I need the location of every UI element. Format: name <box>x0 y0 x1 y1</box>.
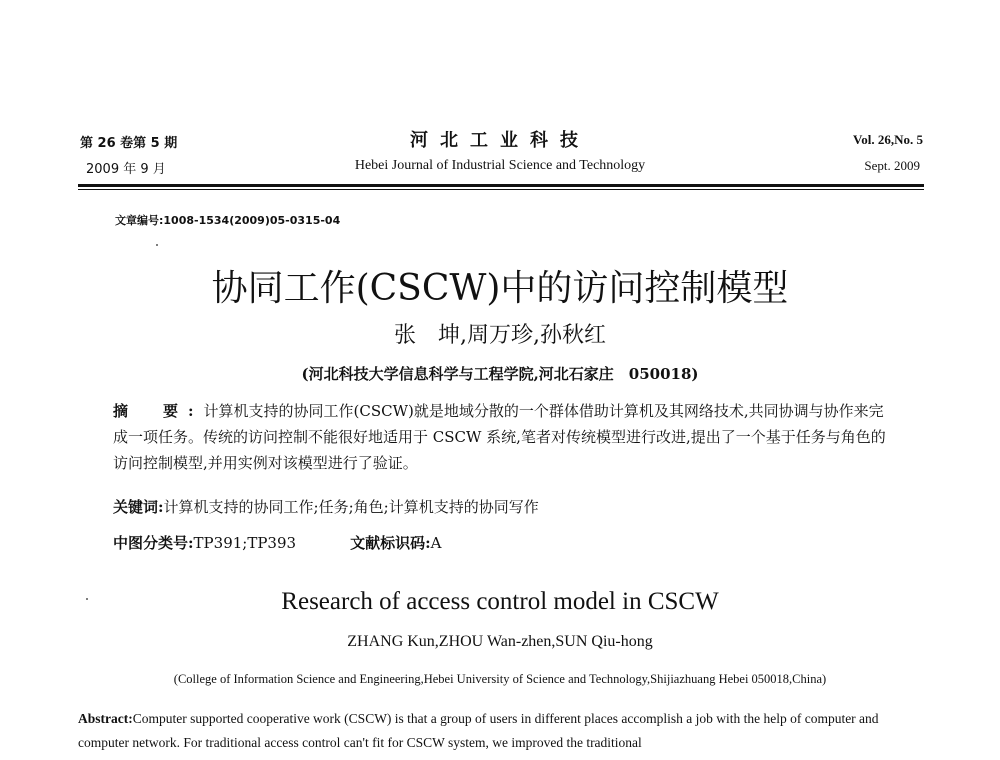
paper-title-cn: 协同工作(CSCW)中的访问控制模型 <box>211 268 789 309</box>
date-cn: 2009 年 9 月 <box>86 162 166 177</box>
header-rule-thin <box>78 189 924 190</box>
authors-en: ZHANG Kun,ZHOU Wan-zhen,SUN Qiu-hong <box>347 633 653 650</box>
clc-label: 中图分类号: <box>113 534 194 552</box>
clc-value: TP391;TP393 <box>193 534 297 552</box>
classification-line <box>113 532 441 553</box>
keywords-cn-text: 计算机支持的协同工作;任务;角色;计算机支持的协同写作 <box>163 498 539 516</box>
journal-name-cn: 河北工业科技 <box>410 130 590 151</box>
scan-speck <box>86 598 88 600</box>
abstract-en-text: Computer supported cooperative work (CSCW) is that a group of users in different places accomplish a job with the help of computer and computer network. For traditional access control can't fit for CSCW system, we improved the traditional <box>78 711 879 750</box>
abstract-cn-text: 计算机支持的协同工作(CSCW)就是地域分散的一个群体借助计算机及其网络技术,共同协调与协作来完成一项任务。传统的访问控制不能很好地适用于 CSCW 系统,笔者对传统模型进行改进,提出了一个基于任务与角色的访问控制模型,并用实例对该模型进行了验证。 <box>113 402 886 472</box>
affiliation-en: (College of Information Science and Engineering,Hebei University of Science and Technology,Shijiazhuang Hebei 050018,China) <box>173 672 827 686</box>
keywords-cn-label: 关键词: <box>113 498 164 516</box>
keywords-cn <box>113 496 539 517</box>
volume-issue-en: Vol. 26,No. 5 <box>853 132 923 147</box>
document-code-label: 文献标识码: <box>350 534 431 552</box>
abstract-cn <box>113 398 893 476</box>
abstract-en-label: Abstract: <box>78 711 133 726</box>
paper-title-en: Research of access control model in CSCW <box>281 588 719 615</box>
document-code-value: A <box>430 534 442 552</box>
affiliation-cn: (河北科技大学信息科学与工程学院,河北石家庄 050018) <box>301 365 699 383</box>
authors-cn: 张 坤,周万珍,孙秋红 <box>394 323 606 348</box>
date-en: Sept. 2009 <box>864 158 920 173</box>
header-rule-thick <box>78 184 924 187</box>
abstract-cn-label: 摘 要: <box>113 402 204 420</box>
article-number: 文章编号:1008-1534(2009)05-0315-04 <box>115 214 341 227</box>
journal-name-en: Hebei Journal of Industrial Science and Technology <box>354 158 646 173</box>
scan-speck <box>156 244 158 246</box>
volume-issue-cn: 第 26 卷第 5 期 <box>80 136 178 151</box>
abstract-en <box>78 707 928 755</box>
